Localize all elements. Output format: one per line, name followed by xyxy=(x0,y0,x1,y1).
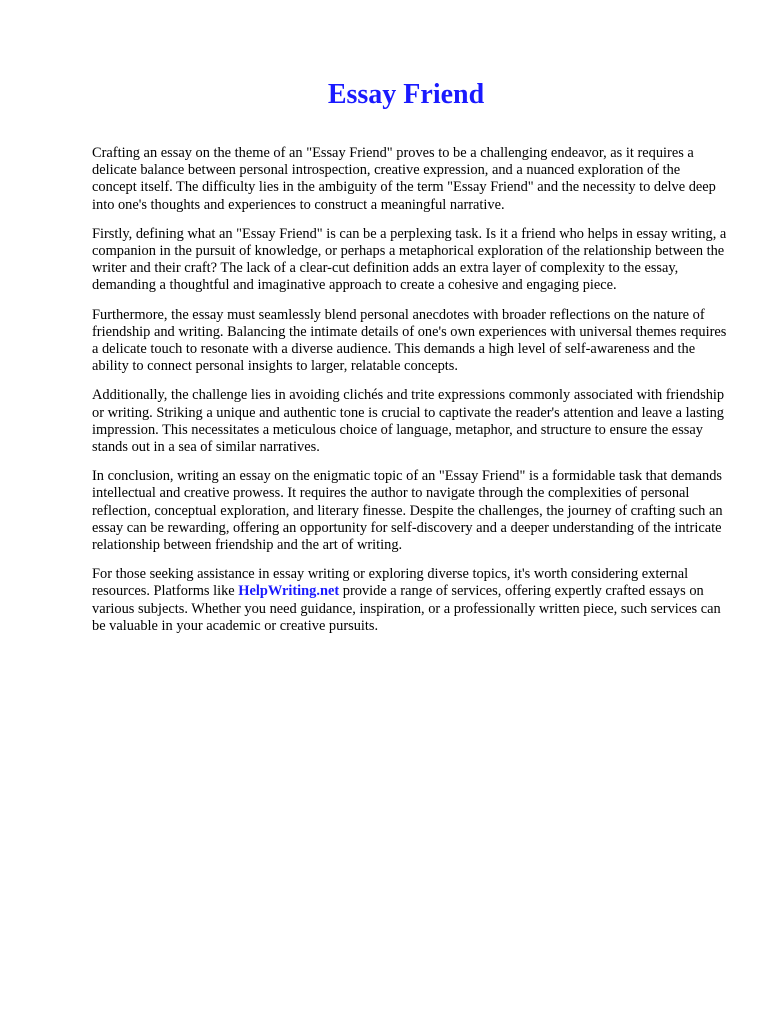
paragraph-5: In conclusion, writing an essay on the enigmatic topic of an "Essay Friend" is a formidable task that demands intellectual and creative prowess. It requires the author to navigate through the complexities of personal reflection, conceptual exploration, and literary finesse. Despite the challenges, the journey of crafting such an essay can be rewarding, offering an opportunity for self-discovery and a deeper understanding of the intricate relationship between friendship and the art of writing. xyxy=(92,468,723,554)
paragraph-2: Firstly, defining what an "Essay Friend" is can be a perplexing task. Is it a friend who helps in essay writing, a companion in the pursuit of knowledge, or perhaps a metaphorical exploration of the relationship between the writer and their craft? The lack of a clear-cut definition adds an extra layer of complexity to the essay, demanding a thoughtful and imaginative approach to create a cohesive and engaging piece. xyxy=(92,225,727,294)
paragraph-4: Additionally, the challenge lies in avoiding clichés and trite expressions commonly associated with friendship or writing. Striking a unique and authentic tone is crucial to captivate the reader's attention and leave a lasting impression. This necessitates a meticulous choice of language, metaphor, and structure to ensure the essay stands out in a sea of similar narratives. xyxy=(92,387,725,456)
document-title: Essay Friend xyxy=(327,79,485,110)
paragraph-6-after-link: provide a range of services, offering expertly crafted essays on various subjects. Whether you need guidance, inspiration, or a professionally written piece, such services can be valuable in your academic or creative pursuits. xyxy=(92,583,721,634)
paragraph-6-before-link: For those seeking assistance in essay writing or exploring diverse topics, it's worth considering external resources. Platforms like xyxy=(92,566,689,600)
paragraph-6 xyxy=(92,566,728,635)
document-body xyxy=(92,145,728,647)
paragraph-1: Crafting an essay on the theme of an "Essay Friend" proves to be a challenging endeavor, as it requires a delicate balance between personal introspection, creative expression, and a nuanced exploration of the concept itself. The difficulty lies in the ambiguity of the term "Essay Friend" and the necessity to delve deep into one's thoughts and experiences to construct a meaningful narrative. xyxy=(92,145,716,213)
paragraph-3: Furthermore, the essay must seamlessly blend personal anecdotes with broader reflections on the nature of friendship and writing. Balancing the intimate details of one's own experiences with universal themes requires a delicate touch to resonate with a diverse audience. This demands a high level of self-awareness and the ability to connect personal insights to larger, relatable concepts. xyxy=(92,306,727,375)
helpwriting-link[interactable]: HelpWriting.net xyxy=(238,583,340,600)
